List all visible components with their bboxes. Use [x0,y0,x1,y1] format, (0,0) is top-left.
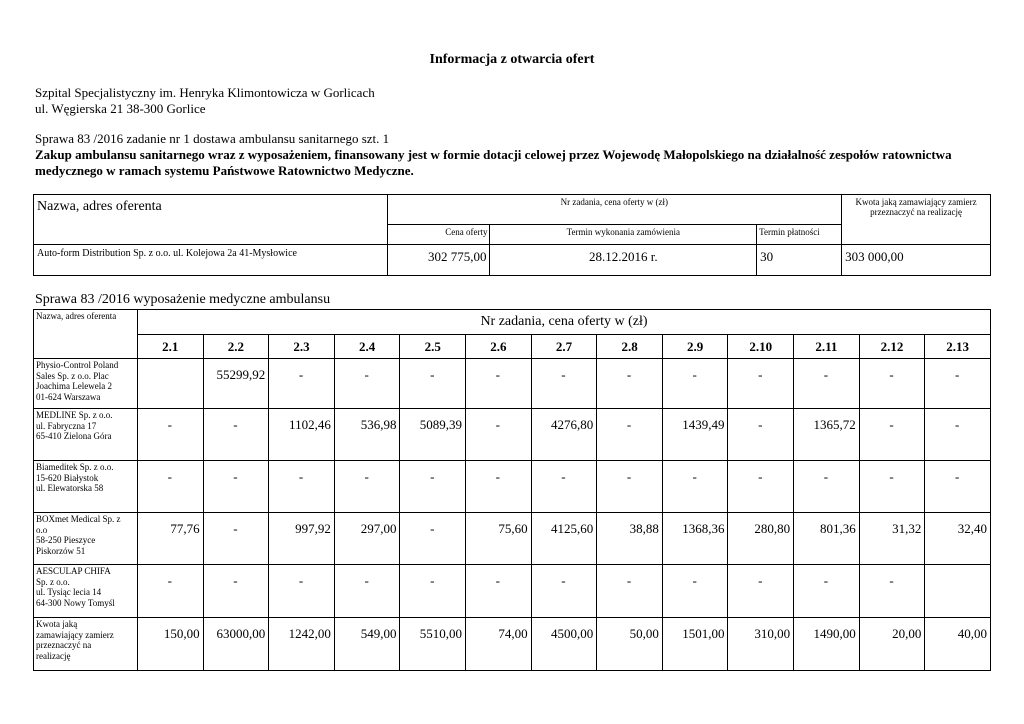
price-cell: - [334,461,400,513]
price-cell: - [728,565,794,618]
price-cell: 4276,80 [531,409,597,461]
t1-header-name: Nazwa, adres oferenta [34,195,388,245]
offerer-name-line: realizację [36,650,71,661]
price-cell: - [728,359,794,409]
price-cell: - [466,409,532,461]
price-cell: - [466,461,532,513]
price-cell: - [400,359,466,409]
table-row [34,565,991,618]
price-cell: - [662,359,728,409]
price-cell: - [334,565,400,618]
offerer-name [34,359,138,409]
price-cell: 1501,00 [662,618,728,671]
price-cell: - [138,565,204,618]
price-cell: 4500,00 [531,618,597,671]
t1-header-task: Nr zadania, cena oferty w (zł) [387,195,842,225]
price-cell: 1368,36 [662,513,728,565]
offerer-name-line: ul. Fabryczna 17 [36,420,97,431]
t1-payment: 30 [757,245,842,276]
price-cell: 63000,00 [203,618,269,671]
price-cell: 38,88 [597,513,663,565]
offers-table-equipment [33,309,991,671]
price-cell: - [138,461,204,513]
t2-header-task: Nr zadania, cena oferty w (zł) [138,310,991,335]
offerer-name-line: Physio-Control Poland [36,360,119,370]
t1-budget: 303 000,00 [842,245,991,276]
price-cell: 1242,00 [269,618,335,671]
table-row [34,409,991,461]
offerer-name-line: o.o [36,524,48,535]
price-cell: 5089,39 [400,409,466,461]
price-cell [925,565,991,618]
price-cell: 77,76 [138,513,204,565]
offerer-name-line: BOXmet Medical Sp. z [36,514,121,524]
t1-sub-price: Cena oferty [387,225,490,245]
t2-task-header: 2.4 [334,335,400,359]
price-cell: - [794,359,860,409]
offerer-name-line: 65-410 Zielona Góra [36,431,112,441]
case1-description-line1: Zakup ambulansu sanitarnego wraz z wyposażeniem, finansowany jest w formie dotacji celowej przez Wojewodę Małopolskiego na działalność zespołów ratownictwa [35,147,952,162]
t1-term: 28.12.2016 r. [490,245,757,276]
price-cell [138,359,204,409]
offerer-name [34,513,138,565]
table-row [34,461,991,513]
price-cell: 4125,60 [531,513,597,565]
price-cell: 536,98 [334,409,400,461]
hospital-name: Szpital Specjalistyczny im. Henryka Klimontowicza w Gorlicach [35,85,375,100]
hospital-address: ul. Węgierska 21 38-300 Gorlice [35,101,206,116]
offerer-name-line: 15-620 Białystok [36,472,99,483]
t2-task-header: 2.11 [794,335,860,359]
offerer-name-line: 01-624 Warszawa [36,391,101,402]
price-cell: - [400,461,466,513]
price-cell: 549,00 [334,618,400,671]
price-cell: - [400,565,466,618]
price-cell: - [597,359,663,409]
t1-header-budget: Kwota jaką zamawiający zamierz przeznaczyć na realizację [842,195,991,245]
offerer-name-line: Piskorzów 51 [36,545,86,556]
price-cell: 74,00 [466,618,532,671]
t1-sub-term: Termin wykonania zamówienia [490,225,757,245]
price-cell: - [531,565,597,618]
t2-header-name: Nazwa, adres oferenta [34,310,138,359]
t1-sub-payment: Termin płatności [757,225,842,245]
t2-task-header: 2.5 [400,335,466,359]
offerer-name-line: Kwota jaką [36,619,78,629]
price-cell: - [269,461,335,513]
t2-task-header: 2.1 [138,335,204,359]
price-cell: - [662,461,728,513]
price-cell: 55299,92 [203,359,269,409]
price-cell: - [269,565,335,618]
t2-task-header: 2.7 [531,335,597,359]
price-cell: - [859,461,925,513]
price-cell: - [203,513,269,565]
offerer-name-line: Biameditek Sp. z o.o. [36,462,114,472]
price-cell: - [203,461,269,513]
price-cell: - [466,565,532,618]
table-row [34,513,991,565]
price-cell: 150,00 [138,618,204,671]
price-cell: 32,40 [925,513,991,565]
price-cell: 801,36 [794,513,860,565]
offerer-name-line: Sales Sp. z o.o. Plac [36,370,109,381]
table-row [34,618,991,671]
price-cell: - [794,461,860,513]
t2-task-header: 2.9 [662,335,728,359]
price-cell: 310,00 [728,618,794,671]
price-cell: - [925,409,991,461]
price-cell: - [269,359,335,409]
t2-task-header: 2.3 [269,335,335,359]
offerer-name-line: ul. Tysiąc lecia 14 [36,587,102,597]
price-cell: - [597,461,663,513]
t2-task-header: 2.6 [466,335,532,359]
offerer-name-line: zamawiający zamierz [36,629,114,640]
offerer-name-line: MEDLINE Sp. z o.o. [36,410,113,420]
price-cell: - [597,409,663,461]
offerer-name [34,409,138,461]
price-cell: 40,00 [925,618,991,671]
t1-price: 302 775,00 [387,245,490,276]
price-cell: 1490,00 [794,618,860,671]
t2-task-header: 2.13 [925,335,991,359]
table-row [34,359,991,409]
t2-task-header: 2.10 [728,335,794,359]
price-cell: - [662,565,728,618]
price-cell: - [531,461,597,513]
price-cell: 31,32 [859,513,925,565]
offerer-name-line: Joachima Lelewela 2 [36,381,112,391]
price-cell: - [728,461,794,513]
price-cell: - [203,409,269,461]
offerer-name [34,565,138,618]
price-cell: 1439,49 [662,409,728,461]
offerer-name-line: 58-250 Pieszyce [36,535,96,545]
price-cell: 1102,46 [269,409,335,461]
price-cell: - [925,359,991,409]
price-cell: - [794,565,860,618]
price-cell: - [203,565,269,618]
price-cell: - [531,359,597,409]
price-cell: - [138,409,204,461]
price-cell: - [859,565,925,618]
offers-table-task1 [33,194,991,276]
price-cell: - [728,409,794,461]
case2-line: Sprawa 83 /2016 wyposażenie medyczne ambulansu [35,292,331,307]
price-cell: - [597,565,663,618]
t2-task-header: 2.2 [203,335,269,359]
t1-offerer-name: Auto-form Distribution Sp. z o.o. ul. Kolejowa 2a 41-Mysłowice [34,245,388,276]
price-cell: 280,80 [728,513,794,565]
price-cell: - [466,359,532,409]
offerer-name-line: Sp. z o.o. [36,576,70,587]
offerer-name-line: przeznaczyć na [36,640,92,650]
price-cell: 20,00 [859,618,925,671]
offerer-name-line: AESCULAP CHIFA [36,566,111,576]
price-cell: 50,00 [597,618,663,671]
price-cell: - [400,513,466,565]
document-title: Informacja z otwarcia ofert [429,52,595,67]
offerer-name-line: 64-300 Nowy Tomyśl [36,597,115,608]
price-cell: 5510,00 [400,618,466,671]
price-cell: - [859,409,925,461]
price-cell: - [334,359,400,409]
offerer-name [34,618,138,671]
offerer-name-line: ul. Elewatorska 58 [36,483,104,493]
price-cell: 997,92 [269,513,335,565]
offerer-name [34,461,138,513]
price-cell: 297,00 [334,513,400,565]
price-cell: 75,60 [466,513,532,565]
case1-description-line2: medycznego w ramach systemu Państwowe Ratownictwo Medyczne. [35,163,414,178]
price-cell: 1365,72 [794,409,860,461]
price-cell: - [925,461,991,513]
price-cell: - [859,359,925,409]
t2-task-header: 2.12 [859,335,925,359]
t2-task-header: 2.8 [597,335,663,359]
case1-line: Sprawa 83 /2016 zadanie nr 1 dostawa ambulansu sanitarnego szt. 1 [35,131,390,146]
